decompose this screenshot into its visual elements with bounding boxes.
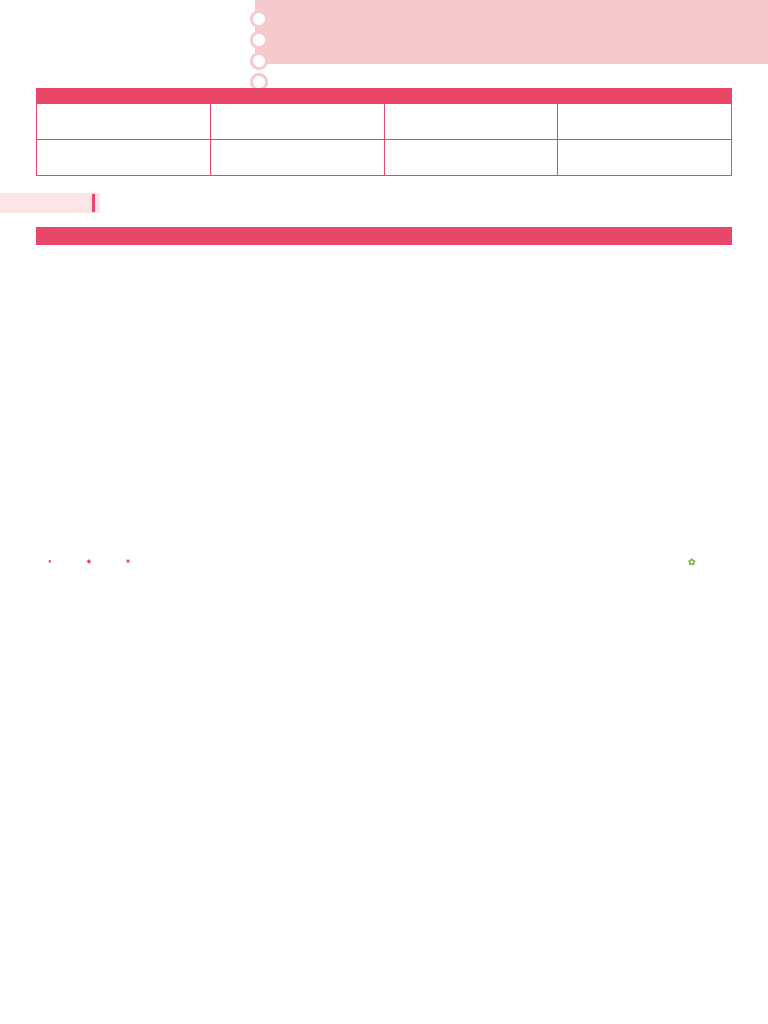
standard-cell — [384, 104, 558, 140]
standards-row — [37, 104, 732, 140]
legend — [48, 558, 163, 565]
standard-cell — [384, 140, 558, 176]
col-header-c — [37, 228, 57, 245]
legend-procedimental — [87, 558, 95, 565]
col-header-contents — [211, 228, 373, 245]
standard-cell — [37, 140, 211, 176]
table-header-row — [37, 228, 732, 245]
col-header-standard — [56, 228, 211, 245]
legend-conceptual — [48, 558, 55, 565]
standard-cell — [210, 140, 384, 176]
standard-cell — [37, 104, 211, 140]
col-header-activities — [373, 228, 598, 245]
brand-logo — [688, 557, 696, 568]
leaf-icon: ✿ — [688, 557, 696, 567]
unit-marker — [92, 194, 95, 212]
standards-table — [36, 88, 732, 176]
standards-row — [37, 140, 732, 176]
planning-table-top — [36, 227, 732, 245]
unit-band — [0, 193, 100, 213]
square-icon: ■ — [126, 559, 130, 565]
standard-cell — [558, 140, 732, 176]
standards-heading — [37, 89, 732, 104]
legend-actitudinal — [126, 558, 133, 565]
diamond-icon: ◆ — [86, 559, 92, 565]
standard-cell — [210, 104, 384, 140]
circle-icon: ● — [48, 559, 52, 565]
col-header-indicator — [598, 228, 732, 245]
binder-rings — [250, 10, 270, 70]
header-band — [255, 0, 768, 64]
standard-cell — [558, 104, 732, 140]
